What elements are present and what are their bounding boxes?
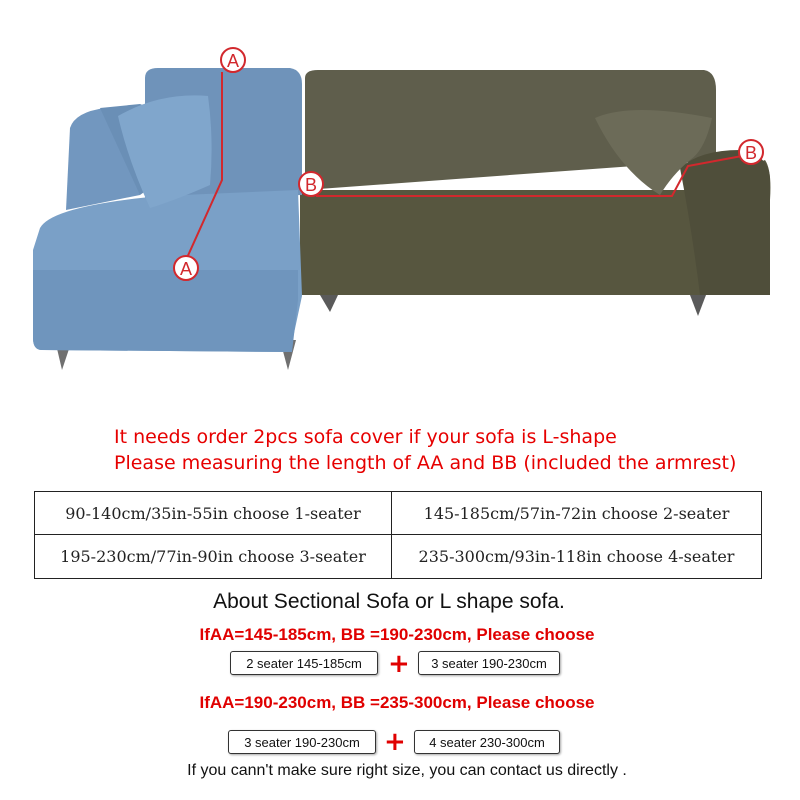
size-cell-1-seater: 90-140cm/35in-55in choose 1-seater bbox=[35, 492, 392, 535]
option1-left-box: 2 seater 145-185cm bbox=[230, 651, 378, 675]
marker-a-bottom-label: A bbox=[179, 259, 193, 279]
marker-b-left bbox=[299, 172, 323, 196]
marker-b-right bbox=[739, 140, 763, 164]
size-table bbox=[34, 491, 762, 579]
olive-sofa bbox=[300, 70, 770, 316]
option2-condition: IfAA=190-230cm, BB =235-300cm, Please choose bbox=[199, 693, 595, 712]
marker-b-right-label: B bbox=[744, 143, 758, 163]
marker-a-top bbox=[221, 48, 245, 72]
measure-note: Please measuring the length of AA and BB (included the armrest) bbox=[114, 452, 737, 474]
contact-note: If you cann't make sure right size, you can contact us directly . bbox=[187, 762, 627, 779]
option2-plus: + bbox=[384, 727, 406, 757]
size-cell-2-seater: 145-185cm/57in-72in choose 2-seater bbox=[392, 492, 761, 535]
option1-condition: IfAA=145-185cm, BB =190-230cm, Please choose bbox=[199, 625, 595, 644]
blue-sofa bbox=[33, 68, 302, 370]
section-title: About Sectional Sofa or L shape sofa. bbox=[213, 590, 565, 613]
size-cell-3-seater: 195-230cm/77in-90in choose 3-seater bbox=[35, 535, 392, 578]
option2-left-box: 3 seater 190-230cm bbox=[228, 730, 376, 754]
marker-a-top-label: A bbox=[226, 51, 240, 71]
option1-plus: + bbox=[388, 649, 410, 679]
marker-a-bottom bbox=[174, 256, 198, 280]
option2-right-box: 4 seater 230-300cm bbox=[414, 730, 560, 754]
option1-right-box: 3 seater 190-230cm bbox=[418, 651, 560, 675]
l-shape-note: It needs order 2pcs sofa cover if your sofa is L-shape bbox=[114, 426, 617, 448]
size-cell-4-seater: 235-300cm/93in-118in choose 4-seater bbox=[418, 547, 735, 566]
marker-b-left-label: B bbox=[304, 175, 318, 195]
